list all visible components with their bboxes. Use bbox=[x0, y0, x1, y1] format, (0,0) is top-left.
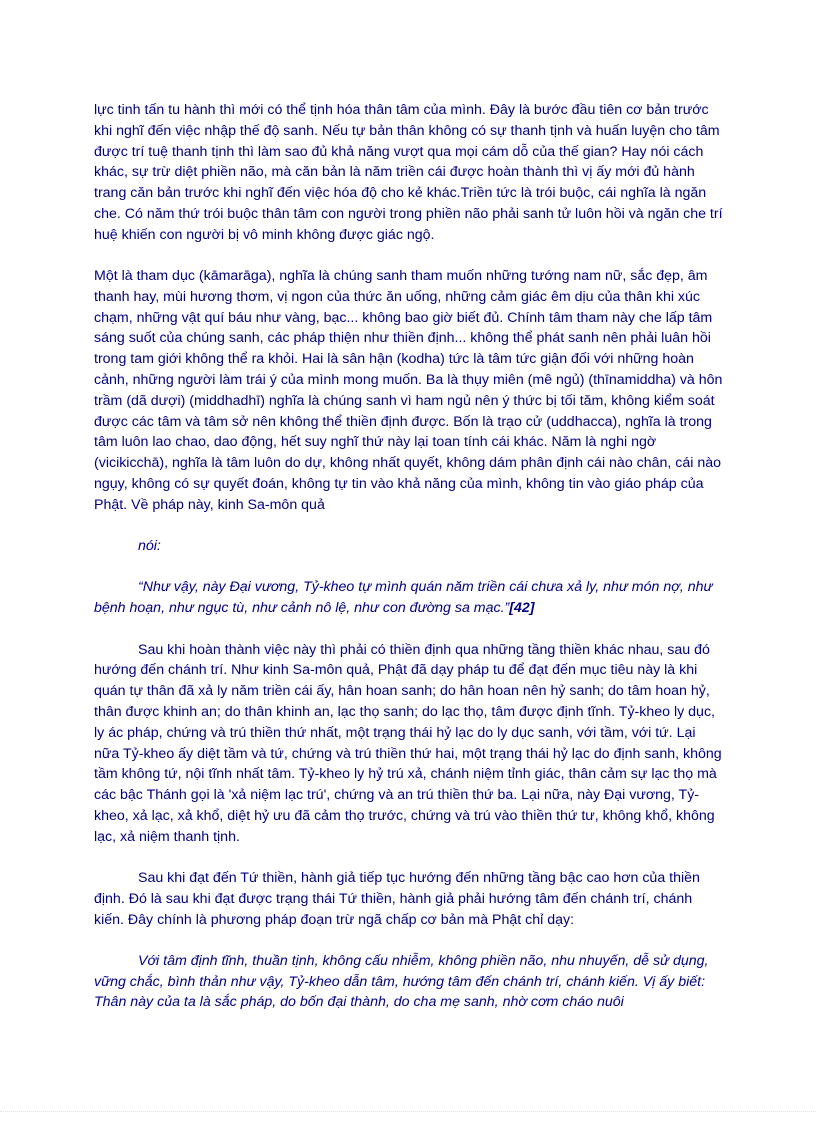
quote-intro-label: nói: bbox=[138, 538, 161, 555]
page-bottom-divider bbox=[0, 1111, 816, 1112]
paragraph-2: Một là tham dục (kāmarāga), nghĩa là chúng sanh tham muốn những tướng nam nữ, sắc đẹp, âm thanh hay, mùi hương thơm, vị ngon của thức ăn uống, những cảm giác êm dịu của thân khi xúc chạm, những vật quí báu như vàng, bạc... không bao giờ biết đủ. Chính tâm tham này che lấp tâm sáng suốt của chúng sanh, các pháp thiện như thiền định... không thể phát sanh nên phải luân hồi trong tam giới không thể ra khỏi. Hai là sân hận (kodha) tức là tâm tức giận đối với những hoàn cảnh, những người làm trái ý của mình mong muốn. Ba là thụy miên (mê ngủ) (thīnamiddha) và hôn trầm (dã dượi) (middhadhī) nghĩa là chúng sanh vì ham ngủ nên ý thức bị tối tăm, không kiểm soát được các tâm và tâm sở nên không thể thiền định được. Bốn là trạo cử (uddhacca), nghĩa là trong tâm luôn lao chao, dao động, hết suy nghĩ thứ này lại toan tính cái khác. Năm là nghi ngờ (vicikicchā), nghĩa là tâm luôn do dự, không nhất quyết, không dám phân định cái nào chân, cái nào ngụy, không có sự quyết đoán, không tự tin vào khả năng của mình, không tin vào giáo pháp của Phật. Về pháp này, kinh Sa-môn quả bbox=[94, 268, 723, 513]
paragraph-4: Sau khi đạt đến Tứ thiền, hành giả tiếp tục hướng đến những tầng bậc cao hơn của thiền định. Đó là sau khi đạt được trạng thái Tứ thiền, hành giả phải hướng tâm đến chánh trí, chánh kiến. Đây chính là phương pháp đoạn trừ ngã chấp cơ bản mà Phật chỉ dạy: bbox=[94, 870, 700, 928]
paragraph-5-italic: Với tâm định tĩnh, thuần tịnh, không cấu nhiễm, không phiền não, nhu nhuyến, dễ sử dụng, vững chắc, bình thản như vậy, Tỷ-kheo dẫn tâm, hướng tâm đến chánh trí, chánh kiến. Vị ấy biết: Thân này của ta là sắc pháp, do bốn đại thành, do cha mẹ sanh, nhờ cơm cháo nuôi bbox=[94, 952, 709, 1011]
sutra-quote bbox=[94, 577, 724, 619]
paragraph-1: lực tinh tấn tu hành thì mới có thể tịnh hóa thân tâm của mình. Đây là bước đầu tiên cơ bản trước khi nghĩ đến việc nhập thế độ sanh. Nếu tự bản thân không có sự thanh tịnh và huấn luyện cho tâm được trí tuệ thanh tịnh thì làm sao đủ khả năng vượt qua mọi cám dỗ của thế gian? Hay nói cách khác, sự trừ diệt phiền não, mà căn bản là năm triền cái được hoàn thành thì vị ấy mới đủ hành trang căn bản trước khi nghĩ đến việc hóa độ cho kẻ khác.Triền tức là trói buộc, cái nghĩa là ngăn che. Có năm thứ trói buộc thân tâm con người trong phiền não phải sanh tử luôn hồi và ngăn che trí huệ khiến con người bị vô minh không được giác ngộ. bbox=[94, 102, 723, 243]
document-page bbox=[94, 100, 724, 1013]
quote-text: “Như vậy, này Đại vương, Tỷ-kheo tự mình quán năm triền cái chưa xả ly, như món nợ, như bệnh hoạn, như ngục tù, như cảnh nô lệ, như con đường sa mạc.” bbox=[94, 579, 713, 617]
footnote-reference[interactable]: [42] bbox=[509, 600, 535, 617]
paragraph-3: Sau khi hoàn thành việc này thì phải có thiền định qua những tầng thiền khác nhau, sau đó hướng đến chánh trí. Như kinh Sa-môn quả, Phật đã dạy pháp tu để đạt đến mục tiêu này là khi quán tự thân đã xả ly năm triền cái ấy, hân hoan sanh; do hân hoan nên hỷ sanh; do tâm hoan hỷ, thân được khinh an; do thân khinh an, lạc thọ sanh; do lạc thọ, tâm được định tĩnh. Tỷ-kheo ly dục, ly ác pháp, chứng và trú thiền thứ nhất, một trạng thái hỷ lạc do ly dục sanh, với tầm, với tứ. Lại nữa Tỷ-kheo ấy diệt tầm và tứ, chứng và trú thiền thứ hai, một trạng thái hỷ lạc do định sanh, không tầm không tứ, nội tĩnh nhất tâm. Tỷ-kheo ly hỷ trú xả, chánh niệm tỉnh giác, thân cảm sự lạc thọ mà các bậc Thánh gọi là 'xả niệm lạc trú', chứng và an trú thiền thứ ba. Lại nữa, này Đại vương, Tỷ-kheo, xả lạc, xả khổ, diệt hỷ ưu đã cảm thọ trước, chứng và trú vào thiền thứ tư, không khổ, không lạc, xả niệm thanh tịnh. bbox=[94, 641, 722, 845]
